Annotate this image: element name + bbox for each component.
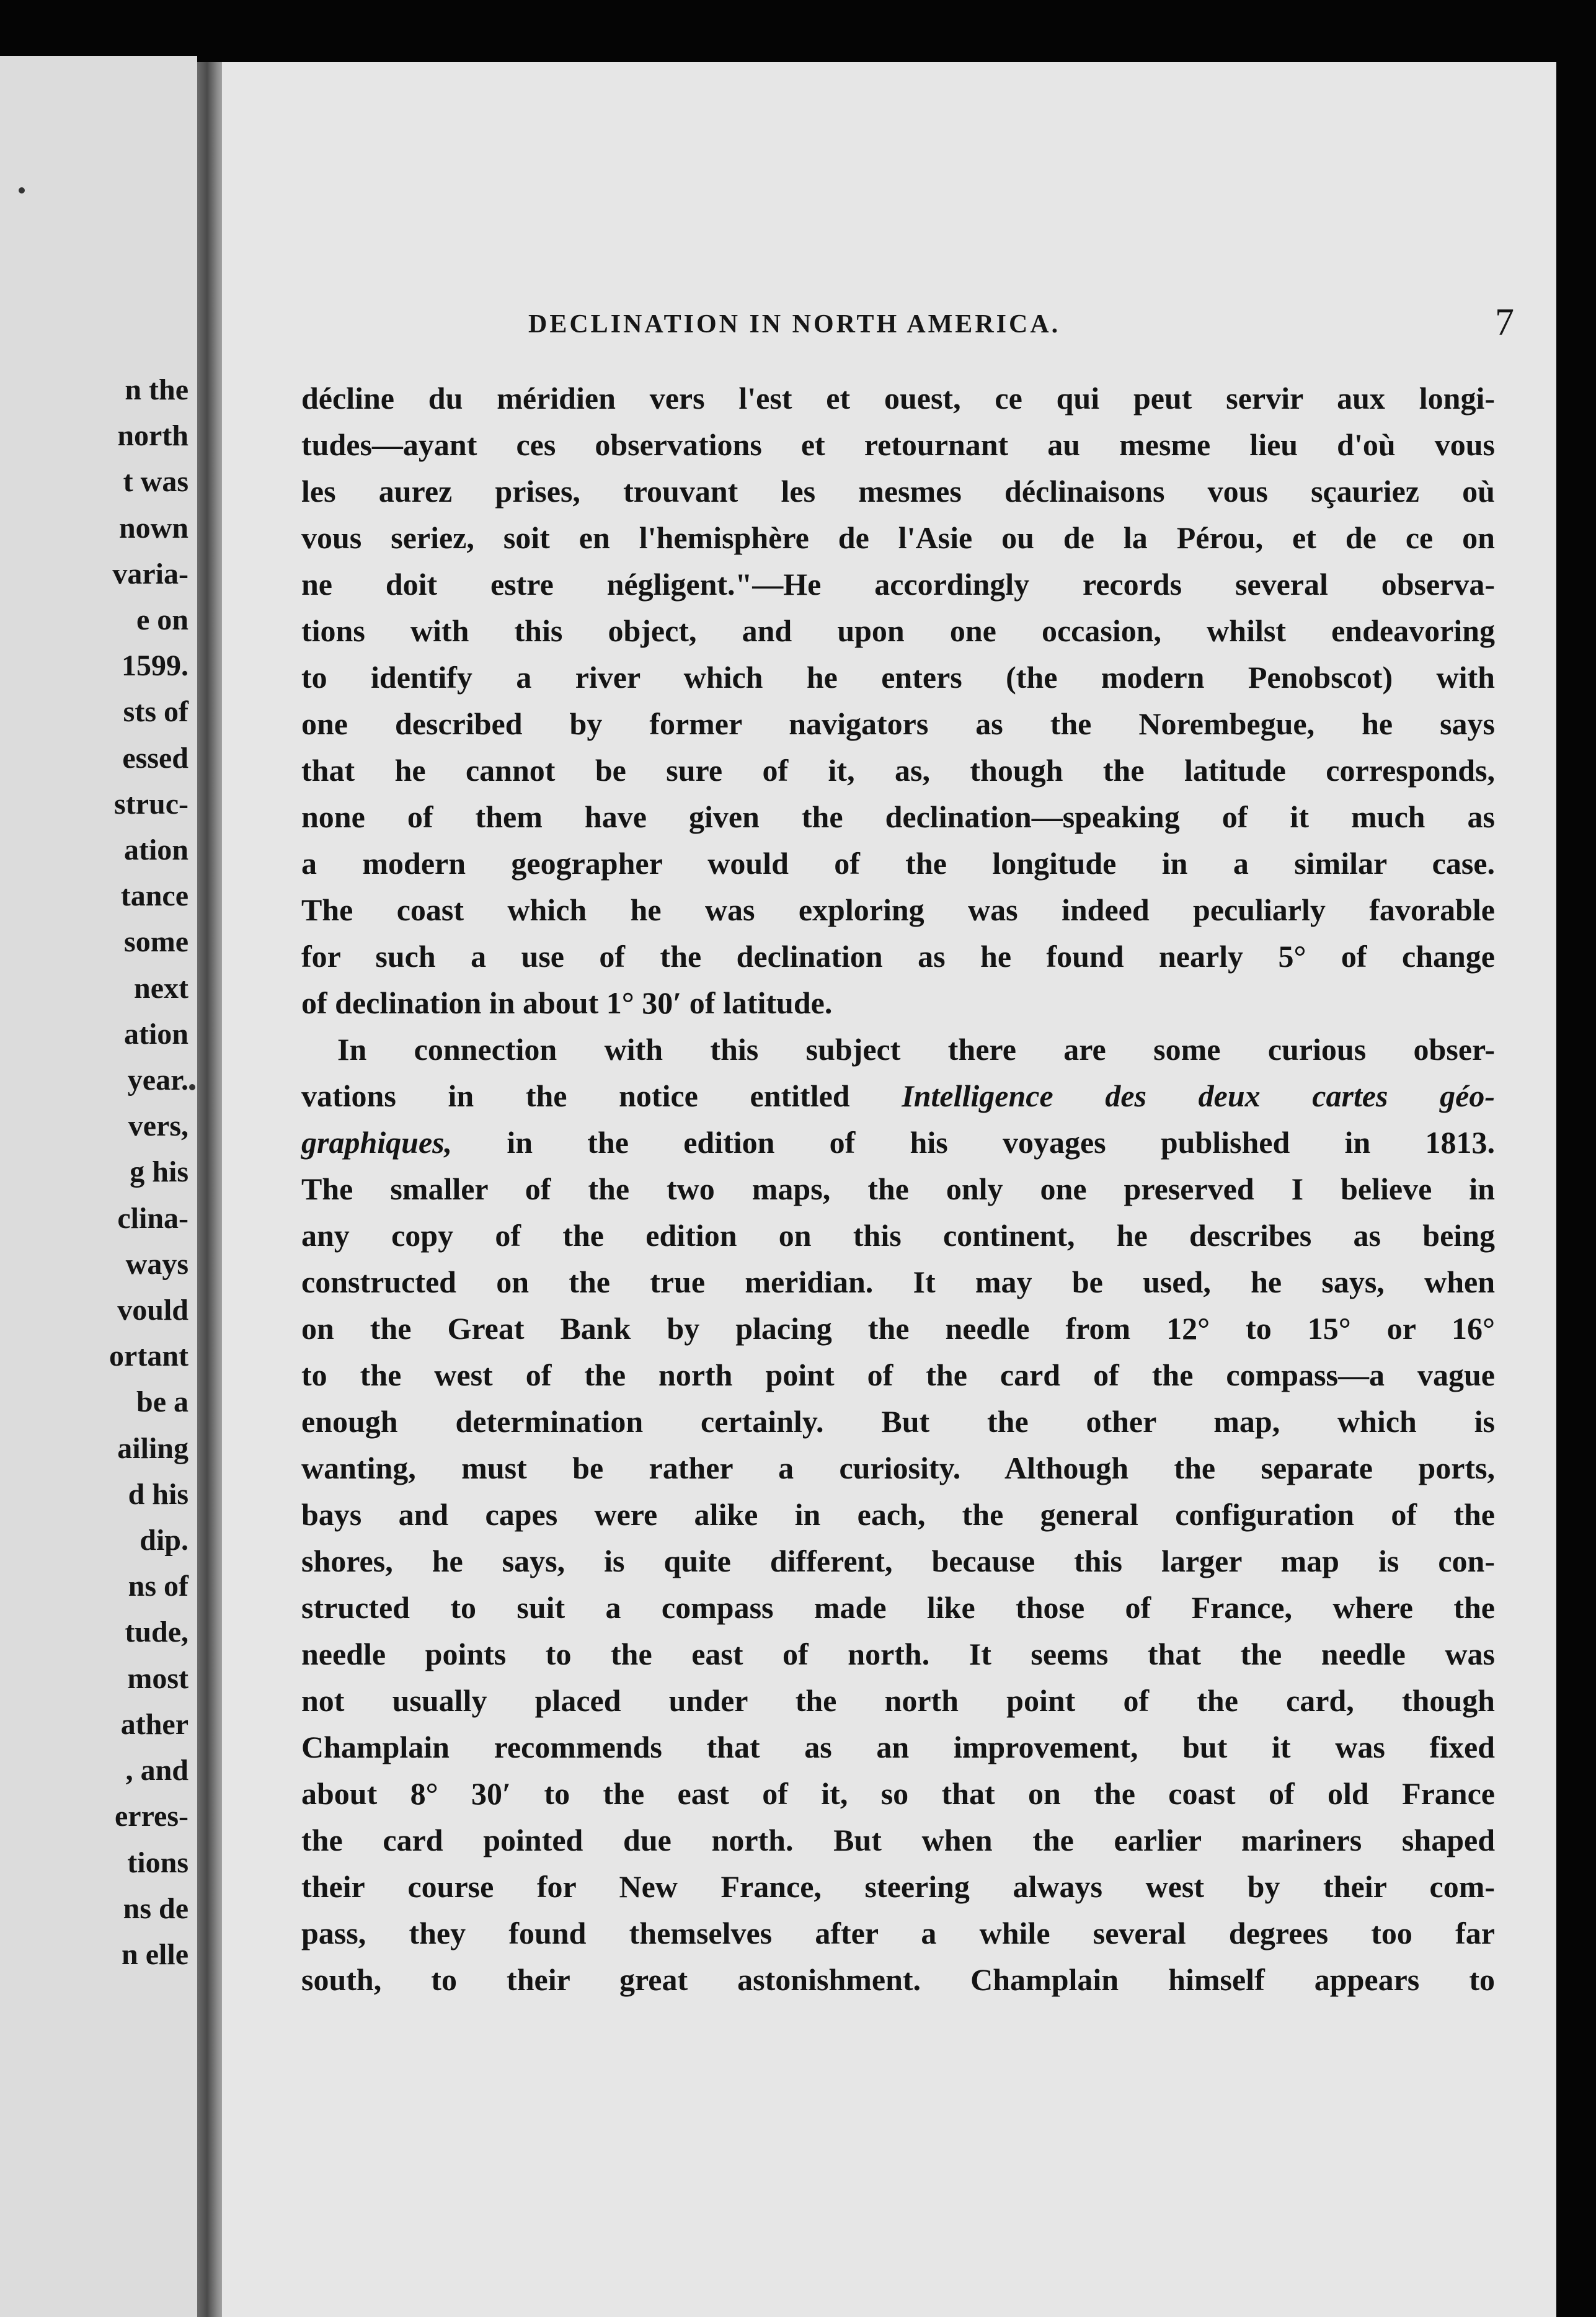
left-page-line: most xyxy=(127,1661,188,1695)
text-line: structed to suit a compass made like those of France, where the xyxy=(301,1590,1495,1625)
text-line: a modern geographer would of the longitude in a similar case. xyxy=(301,846,1495,881)
text-line: vous seriez, soit en l'hemisphère de l'Asie ou de la Pérou, et de ce on xyxy=(301,520,1495,555)
left-page-text xyxy=(109,367,188,1978)
left-page-line: g his xyxy=(130,1155,188,1189)
text-line: any copy of the edition on this continent, he describes as being xyxy=(301,1218,1495,1253)
left-page-line: struc- xyxy=(114,787,188,821)
text-line: needle points to the east of north. It seems that the needle was xyxy=(301,1637,1495,1671)
text-line: for such a use of the declination as he found nearly 5° of change xyxy=(301,939,1495,974)
body-text xyxy=(301,375,1495,2003)
left-page-line: varia- xyxy=(112,557,188,590)
left-page-line: north xyxy=(117,419,188,453)
text-line: of declination in about 1° 30′ of latitude. xyxy=(301,985,833,1020)
ink-speck xyxy=(19,187,25,193)
left-page-line: year. xyxy=(127,1064,188,1097)
text-line: one described by former navigators as the Norembegue, he says xyxy=(301,706,1495,741)
text-line: enough determination certainly. But the other map, which is xyxy=(301,1404,1495,1439)
page-number: 7 xyxy=(1495,301,1514,344)
text-line: In connection with this subject there are some curious obser- xyxy=(337,1032,1495,1067)
text-line: pass, they found themselves after a while several degrees too far xyxy=(301,1916,1495,1950)
text-line: tions with this object, and upon one occasion, whilst endeavoring xyxy=(301,613,1495,648)
italic-title: Intelligence des deux cartes géo- xyxy=(902,1078,1495,1113)
text-fragment: in the edition of his voyages published in 1813. xyxy=(452,1125,1495,1160)
text-line: to the west of the north point of the card of the compass—a vague xyxy=(301,1358,1495,1392)
left-page-line: n elle xyxy=(122,1937,188,1971)
text-line: on the Great Bank by placing the needle from 12° to 15° or 16° xyxy=(301,1311,1495,1346)
left-page-line: , and xyxy=(125,1754,188,1787)
left-page-line: tude, xyxy=(125,1616,188,1649)
left-page-line: vers, xyxy=(128,1110,188,1143)
left-page-line: tions xyxy=(127,1846,188,1879)
left-page-line: nown xyxy=(118,511,188,545)
left-page-line: sts of xyxy=(123,695,188,729)
text-line: constructed on the true meridian. It may be used, he says, when xyxy=(301,1265,1495,1299)
text-line: décline du méridien vers l'est et ouest, ce qui peut servir aux longi- xyxy=(301,381,1495,416)
text-line: Champlain recommends that as an improvement, but it was fixed xyxy=(301,1730,1495,1764)
left-page-line: ns of xyxy=(128,1570,188,1603)
main-page xyxy=(222,62,1556,2317)
text-line: to identify a river which he enters (the modern Penobscot) with xyxy=(301,660,1495,695)
text-line: south, to their great astonishment. Champlain himself appears to xyxy=(301,1962,1495,1997)
ink-speck xyxy=(189,1084,195,1090)
text-line: shores, he says, is quite different, because this larger map is con- xyxy=(301,1544,1495,1578)
text-line: ne doit estre négligent."—He accordingly records several observa- xyxy=(301,567,1495,602)
text-line: that he cannot be sure of it, as, though the latitude corresponds, xyxy=(301,753,1495,788)
left-page-line: ation xyxy=(123,834,188,867)
page-header xyxy=(528,301,1514,350)
left-page-line: tance xyxy=(120,879,188,913)
text-line: wanting, must be rather a curiosity. Although the separate ports, xyxy=(301,1451,1495,1485)
left-page-line: dip. xyxy=(140,1524,188,1557)
left-page-line: 1599. xyxy=(122,649,188,683)
text-line: The coast which he was exploring was indeed peculiarly favorable xyxy=(301,892,1495,927)
left-page-line: e on xyxy=(136,603,188,637)
left-page-line: vould xyxy=(117,1294,188,1327)
italic-title: graphiques, xyxy=(301,1125,453,1160)
text-line: none of them have given the declination—speaking of it much as xyxy=(301,799,1495,834)
left-page-line: d his xyxy=(128,1477,188,1511)
left-page-line: be a xyxy=(136,1385,188,1419)
left-page-line: next xyxy=(134,971,188,1005)
text-line: about 8° 30′ to the east of it, so that on the coast of old France xyxy=(301,1776,1495,1811)
text-line: bays and capes were alike in each, the general configuration of the xyxy=(301,1497,1495,1532)
text-line: the card pointed due north. But when the earlier mariners shaped xyxy=(301,1823,1495,1857)
text-line-with-title xyxy=(301,1119,1495,1166)
left-page-line: some xyxy=(124,925,188,959)
left-page-line: ather xyxy=(120,1707,188,1741)
left-page-line: clina- xyxy=(117,1201,188,1235)
left-page-line: essed xyxy=(122,741,188,775)
running-head: DECLINATION IN NORTH AMERICA. xyxy=(528,310,1061,339)
left-page-line: erres- xyxy=(114,1800,188,1833)
left-page-line: ns de xyxy=(123,1892,188,1925)
left-page-line: ation xyxy=(123,1017,188,1051)
left-page-fragment xyxy=(0,56,197,2317)
text-line: les aurez prises, trouvant les mesmes déclinaisons vous sçauriez où xyxy=(301,474,1495,509)
text-line: The smaller of the two maps, the only one preserved I believe in xyxy=(301,1172,1495,1206)
left-page-line: ailing xyxy=(117,1431,188,1465)
left-page-line: t was xyxy=(123,465,188,499)
text-line: their course for New France, steering always west by their com- xyxy=(301,1869,1495,1904)
text-fragment: vations in the notice entitled xyxy=(301,1078,902,1113)
left-page-line: ortant xyxy=(109,1340,188,1373)
text-line: not usually placed under the north point of the card, though xyxy=(301,1683,1495,1718)
text-line-with-title xyxy=(301,1073,1495,1119)
left-page-line: ways xyxy=(125,1247,188,1281)
text-line: tudes—ayant ces observations et retournant au mesme lieu d'où vous xyxy=(301,427,1495,462)
left-page-line: n the xyxy=(125,373,188,406)
